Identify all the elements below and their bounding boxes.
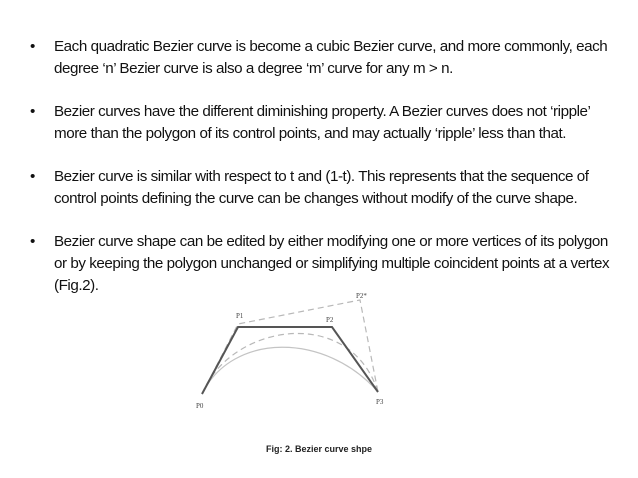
label-p0: P0	[196, 402, 204, 410]
control-polygon	[202, 327, 378, 394]
bezier-figure	[180, 284, 410, 414]
label-p3: P3	[376, 398, 384, 406]
bullet-list	[30, 36, 620, 318]
bullet-text: Each quadratic Bezier curve is become a cubic Bezier curve, and more commonly, each degree ‘n’ Bezier curve is also a degree ‘m’ curve for any m > n.	[54, 38, 608, 77]
bullet-text: Bezier curve shape can be edited by either modifying one or more vertices of its polygon or by keeping the polygon unchanged or simplifying multiple coincident points at a vertex (Fig.2).	[54, 233, 610, 294]
bullet-text: Bezier curve is similar with respect to t and (1-t). This represents that the sequence of control points defining the curve can be changes without modify of the curve shape.	[54, 168, 589, 207]
label-p2-star: P2*	[356, 292, 367, 300]
bezier-diagram	[180, 284, 410, 414]
bullet-item	[30, 101, 620, 145]
bullet-marker: •	[30, 233, 35, 250]
bullet-item	[30, 166, 620, 210]
figure-caption: Fig: 2. Bezier curve shpe	[265, 444, 373, 454]
bullet-marker: •	[30, 103, 35, 120]
label-p1: P1	[236, 312, 244, 320]
bullet-item	[30, 36, 620, 80]
bullet-marker: •	[30, 168, 35, 185]
bullet-marker: •	[30, 38, 35, 55]
label-p2: P2	[326, 316, 334, 324]
bullet-text: Bezier curves have the different diminishing property. A Bezier curves does not ‘ripple’ more than the polygon of its control points, and may actually ‘ripple’ less than that.	[54, 103, 590, 142]
